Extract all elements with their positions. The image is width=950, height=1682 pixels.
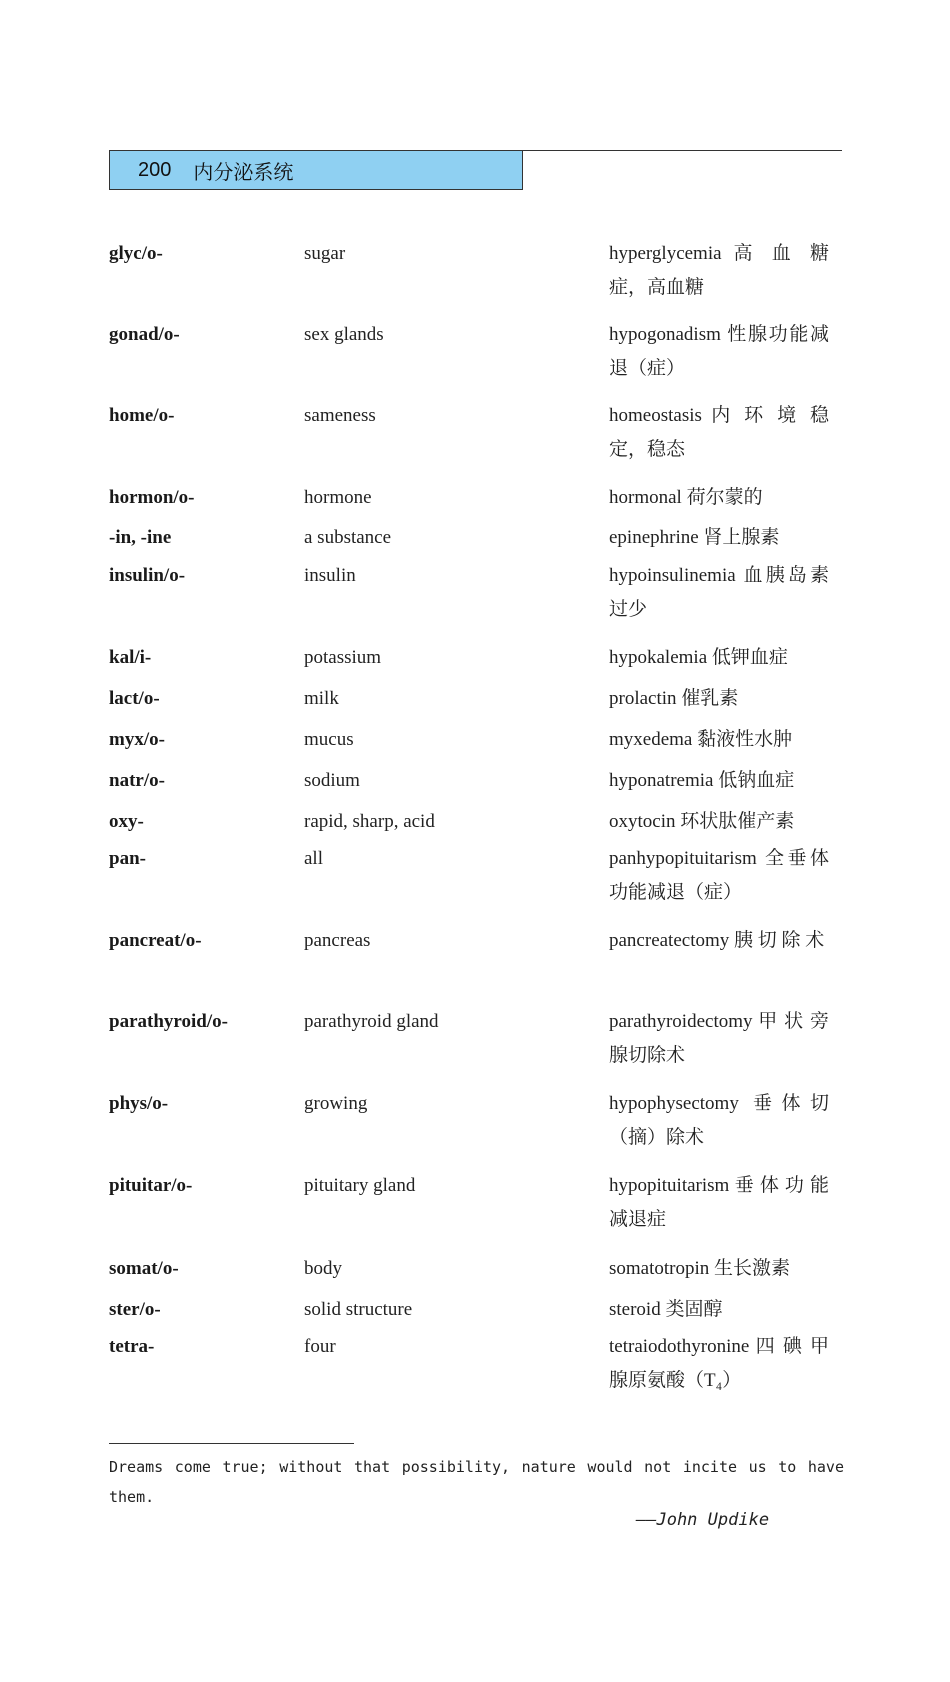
entry-meaning: sameness <box>304 405 376 426</box>
entry-term: pituitar/o- <box>109 1175 193 1196</box>
entry-meaning: potassium <box>304 647 382 668</box>
entry-meaning: insulin <box>304 565 356 586</box>
entry-example: hyponatremia 低钠血症 <box>609 770 795 791</box>
footnote-rule <box>109 1443 354 1444</box>
chapter-title: 内分泌系统 <box>193 159 294 184</box>
footnote-author: ——John Updike <box>636 1510 770 1530</box>
entry-example: hypogonadism 性腺功能减退（症） <box>609 324 829 379</box>
entry-meaning: a substance <box>304 527 392 548</box>
entry-term: glyc/o- <box>109 243 163 264</box>
entry-example: hypophysectomy 垂体切（摘）除术 <box>609 1093 829 1148</box>
entry-term: tetra- <box>109 1336 155 1357</box>
entry-term: -in, -ine <box>109 527 172 548</box>
entry-example: steroid 类固醇 <box>609 1299 723 1320</box>
entry-meaning: mucus <box>304 729 354 750</box>
entry-example: hormonal 荷尔蒙的 <box>609 487 763 508</box>
entry-meaning: pancreas <box>304 930 371 951</box>
entry-term: kal/i- <box>109 647 152 668</box>
entry-term: somat/o- <box>109 1258 179 1279</box>
entry-meaning: parathyroid gland <box>304 1011 439 1032</box>
entry-example: hypokalemia 低钾血症 <box>609 647 788 668</box>
entry-example: tetraiodothyronine 四 碘 甲腺原氨酸（T₄） <box>609 1336 829 1391</box>
entry-example: hypopituitarism 垂 体 功 能减退症 <box>609 1175 829 1230</box>
entry-meaning: sugar <box>304 243 346 264</box>
entry-meaning: sex glands <box>304 324 384 345</box>
entry-term: oxy- <box>109 811 144 832</box>
entry-example: somatotropin 生长激素 <box>609 1258 791 1279</box>
entry-example: panhypopituitarism 全垂体功能减退（症） <box>609 848 829 903</box>
entry-example: epinephrine 肾上腺素 <box>609 527 780 548</box>
page-number: 200 <box>138 158 172 181</box>
entry-term: pancreat/o- <box>109 930 202 951</box>
entry-meaning: four <box>304 1336 336 1357</box>
entry-meaning: hormone <box>304 487 372 508</box>
entry-meaning: all <box>304 848 323 869</box>
entry-example: prolactin 催乳素 <box>609 688 739 709</box>
entry-example: parathyroidectomy 甲 状 旁腺切除术 <box>609 1011 829 1066</box>
footnote-quote: Dreams come true; without that possibility, nature would not incite us to have them. <box>109 1458 844 1506</box>
entry-meaning: milk <box>304 688 339 709</box>
entry-meaning: pituitary gland <box>304 1175 416 1196</box>
entry-example: myxedema 黏液性水肿 <box>609 729 793 750</box>
entry-term: pan- <box>109 848 146 869</box>
entry-example: oxytocin 环状肽催产素 <box>609 811 795 832</box>
entry-term: lact/o- <box>109 688 160 709</box>
entry-meaning: rapid, sharp, acid <box>304 811 435 832</box>
entry-term: home/o- <box>109 405 175 426</box>
entry-term: ster/o- <box>109 1299 161 1320</box>
entry-term: phys/o- <box>109 1093 169 1114</box>
entry-meaning: body <box>304 1258 342 1279</box>
entry-term: parathyroid/o- <box>109 1011 228 1032</box>
entry-term: myx/o- <box>109 729 165 750</box>
entry-meaning: growing <box>304 1093 368 1114</box>
entry-example: hyperglycemia 高 血 糖 症，高血糖 <box>609 243 829 298</box>
entry-example: pancreatectomy 胰 切 除 术 <box>609 930 825 951</box>
entry-meaning: sodium <box>304 770 360 791</box>
entry-example: homeostasis 内 环 境 稳 定，稳态 <box>609 405 829 460</box>
entry-meaning: solid structure <box>304 1299 413 1320</box>
entry-term: insulin/o- <box>109 565 186 586</box>
page-header <box>109 150 523 190</box>
entry-example: hypoinsulinemia 血胰岛素过少 <box>609 565 829 620</box>
entry-term: natr/o- <box>109 770 165 791</box>
entry-term: hormon/o- <box>109 487 195 508</box>
entry-term: gonad/o- <box>109 324 180 345</box>
